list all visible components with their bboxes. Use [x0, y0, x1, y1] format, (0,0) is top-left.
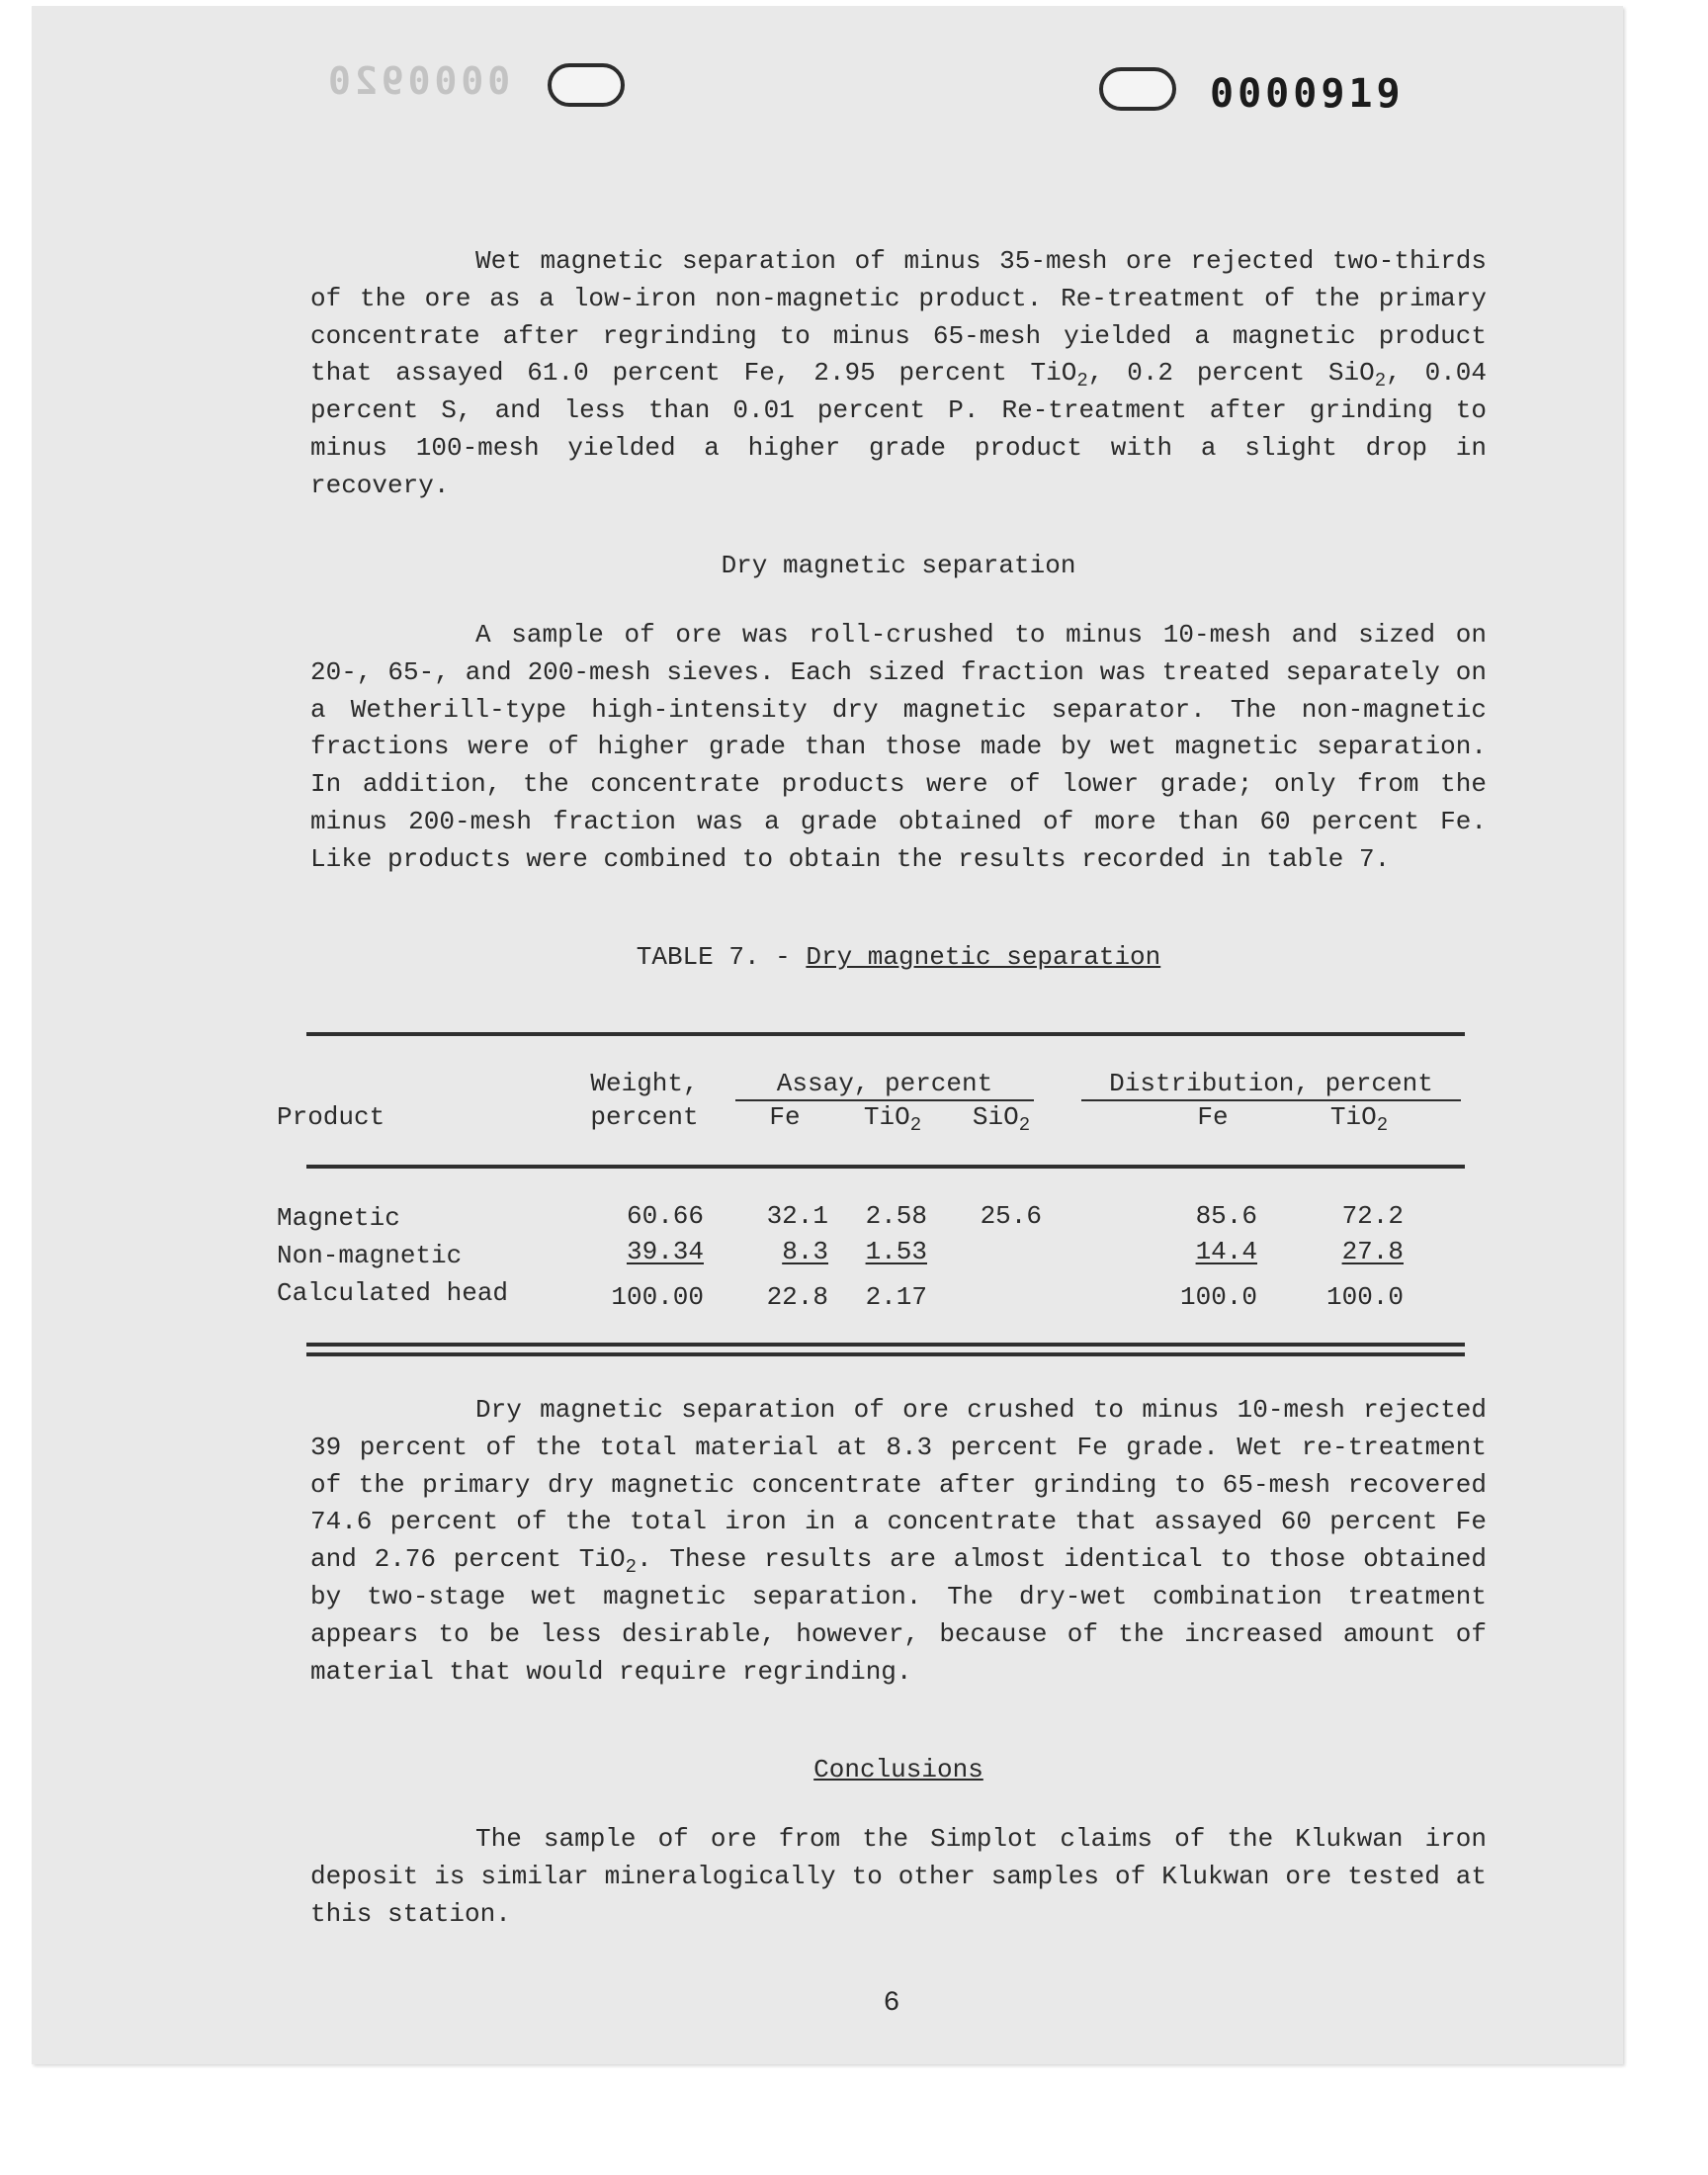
row-magnetic-fe: 32.1 [766, 1201, 828, 1231]
bleed-through-serial: 0000920 [324, 59, 511, 103]
paragraph-wet-separation: Wet magnetic separation of minus 35-mesh ore rejected two-thirds of the ore as a low-iron non-magnetic product. Re-treatment of the primary concentrate after regrinding to minus 65-mesh yielded a magnetic product that assayed 61.0 percent Fe, 2.95 percent TiO$_2$, 0.2 percent SiO$_2$, 0.04 percent S, and less than 0.01 percent P. Re-treatment after grinding to minus 100-mesh yielded a higher grade product with a slight drop in recovery. [310, 246, 1487, 500]
header-sio2: SiO$_2$ [972, 1102, 1031, 1136]
header-weight-line1: Weight, [590, 1069, 699, 1098]
header-assay-group: Assay, percent [735, 1068, 1034, 1101]
header-product: Product [277, 1102, 385, 1132]
paragraph-conclusions: The sample of ore from the Simplot claims of the Klukwan iron deposit is similar mineralogically to other samples of Klukwan ore tested at this station. [310, 1824, 1487, 1929]
row-magnetic-dist-fe: 85.6 [1195, 1201, 1257, 1231]
header-fe: Fe [769, 1102, 801, 1132]
row-nonmagnetic-tio2: 1.53 [865, 1237, 927, 1266]
row-magnetic-dist-tio2: 72.2 [1341, 1201, 1404, 1231]
punch-hole-left [548, 63, 625, 107]
row-nonmagnetic-weight: 39.34 [626, 1237, 704, 1266]
table-bottom-rule-2 [306, 1352, 1465, 1356]
punch-hole-right [1099, 67, 1176, 111]
header-distribution-group: Distribution, percent [1081, 1068, 1461, 1101]
table-bottom-rule-1 [306, 1343, 1465, 1347]
section-heading-dry: Dry magnetic separation [721, 551, 1076, 580]
table-number: TABLE 7. - [636, 942, 807, 972]
row-nonmagnetic-product: Non-magnetic [277, 1241, 463, 1270]
paragraph-dry-wet-results: Dry magnetic separation of ore crushed to minus 10-mesh rejected 39 percent of the total material at 8.3 percent Fe grade. Wet re-treatment of the primary dry magnetic concentrate after grinding to 65-mesh recovered 74.6 percent of the total iron in a concentrate that assayed 60 percent Fe and 2.76 percent TiO$_2$. These results are almost identical to those obtained by two-stage wet magnetic separation. The dry-wet combination treatment appears to be less desirable, however, because of the increased amount of material that would require regrinding. [310, 1395, 1487, 1687]
row-nonmagnetic-fe: 8.3 [782, 1237, 828, 1266]
row-calculated-head-dist-fe: 100.0 [1179, 1282, 1257, 1312]
row-magnetic-weight: 60.66 [626, 1201, 704, 1231]
row-calculated-head-product: Calculated head [277, 1278, 509, 1308]
table-top-rule [306, 1032, 1465, 1036]
row-calculated-head-weight: 100.00 [611, 1282, 704, 1312]
header-dist-tio2: TiO$_2$ [1329, 1102, 1389, 1136]
table-caption [310, 941, 1487, 973]
section-heading-conclusions: Conclusions [813, 1755, 983, 1784]
row-magnetic-sio2: 25.6 [980, 1201, 1042, 1231]
table-header-rule [306, 1165, 1465, 1169]
page-number: 6 [883, 1988, 900, 2019]
row-calculated-head-tio2: 2.17 [865, 1282, 927, 1312]
row-magnetic-tio2: 2.58 [865, 1201, 927, 1231]
row-nonmagnetic-dist-fe: 14.4 [1195, 1237, 1257, 1266]
paragraph-dry-separation: A sample of ore was roll-crushed to minus 10-mesh and sized on 20-, 65-, and 200-mesh sieves. Each sized fraction was treated separately on a Wetherill-type high-intensity dry magnetic separator. The non-magnetic fractions were of higher grade than those made by wet magnetic separation. In addition, the concentrate products were of lower grade; only from the minus 200-mesh fraction was a grade obtained of more than 60 percent Fe. Like products were combined to obtain the results recorded in table 7. [310, 620, 1487, 874]
row-calculated-head-dist-tio2: 100.0 [1325, 1282, 1404, 1312]
serial-number: 0000919 [1210, 71, 1405, 117]
row-calculated-head-fe: 22.8 [766, 1282, 828, 1312]
row-magnetic-product: Magnetic [277, 1203, 400, 1233]
document-page [32, 6, 1623, 2064]
row-nonmagnetic-dist-tio2: 27.8 [1341, 1237, 1404, 1266]
header-weight-line2: percent [590, 1102, 699, 1132]
header-tio2: TiO$_2$ [863, 1102, 922, 1136]
header-dist-fe: Fe [1197, 1102, 1229, 1132]
table-title: Dry magnetic separation [806, 942, 1161, 972]
